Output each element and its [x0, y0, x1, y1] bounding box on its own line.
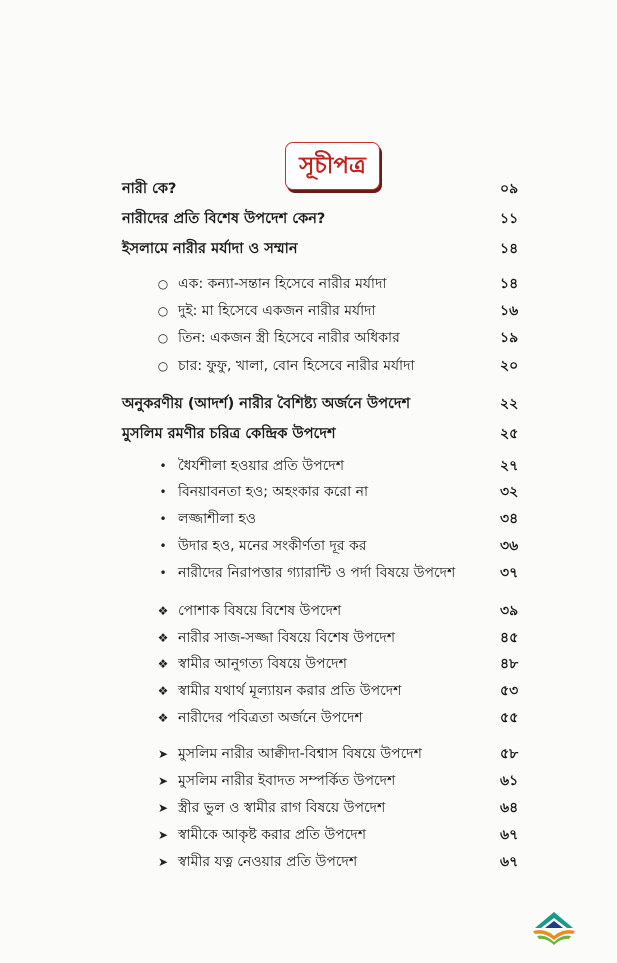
- toc-entry[interactable]: [0, 535, 617, 557]
- toc-entry-label: নারীদের প্রতি বিশেষ উপদেশ কেন?: [122, 211, 326, 227]
- toc-entry-page-number: ২৭: [500, 458, 519, 474]
- toc-entry-page-number: ২০: [500, 358, 519, 374]
- toc-entry-page-number: ৩৭: [500, 565, 519, 581]
- toc-entry-label: দুই: মা হিসেবে একজন নারীর মর্যাদা: [178, 303, 376, 319]
- toc-entry[interactable]: [0, 423, 617, 445]
- toc-entry[interactable]: [0, 600, 617, 622]
- toc-entry-label: নারীদের পবিত্রতা অর্জনে উপদেশ: [178, 710, 363, 726]
- toc-entry-bullet-icon: ❖: [157, 604, 169, 618]
- toc-entry-page-number: ২৫: [500, 426, 519, 442]
- toc-entry[interactable]: [0, 208, 617, 230]
- toc-entry[interactable]: [0, 707, 617, 729]
- toc-entry-label: মুসলিম নারীর আক্বীদা-বিশ্বাস বিষয়ে উপদেশ: [178, 746, 422, 762]
- toc-entry[interactable]: [0, 824, 617, 846]
- toc-entry[interactable]: [0, 743, 617, 765]
- toc-entry-page-number: ১৪: [500, 276, 519, 292]
- toc-entry-bullet-icon: •: [159, 539, 167, 553]
- toc-entry[interactable]: [0, 562, 617, 584]
- toc-entry-label: স্ত্রীর ভুল ও স্বামীর রাগ বিষয়ে উপদেশ: [178, 800, 386, 816]
- toc-entry[interactable]: [0, 481, 617, 503]
- toc-entry[interactable]: [0, 238, 617, 260]
- toc-entry-page-number: ৬১: [500, 773, 519, 789]
- toc-entry[interactable]: [0, 680, 617, 702]
- toc-entry-page-number: ৩৬: [500, 538, 519, 554]
- toc-entry[interactable]: [0, 455, 617, 477]
- toc-entry-page-number: ৬৭: [500, 854, 519, 870]
- toc-entry[interactable]: [0, 508, 617, 530]
- toc-entry-page-number: ১৪: [500, 241, 519, 257]
- toc-entry-label: বিনয়াবনতা হও; অহংকার করো না: [178, 484, 369, 500]
- toc-entry-bullet-icon: ❖: [157, 711, 169, 725]
- toc-entry-label: স্বামীর যথার্থ মূল্যায়ন করার প্রতি উপদেশ: [178, 683, 402, 699]
- toc-entry-label: অনুকরণীয় (আদর্শ) নারীর বৈশিষ্ট্য অর্জনে উপদেশ: [122, 396, 411, 412]
- toc-entry-label: নারীদের নিরাপত্তার গ্যারান্টি ও পর্দা বিষয়ে উপদেশ: [178, 565, 456, 581]
- toc-entry-label: মুসলিম নারীর ইবাদত সম্পর্কিত উপদেশ: [178, 773, 396, 789]
- toc-entry-bullet-icon: ➤: [157, 828, 169, 842]
- toc-entry[interactable]: [0, 178, 617, 200]
- toc-entry-bullet-icon: •: [159, 485, 167, 499]
- toc-entry-bullet-icon: •: [159, 566, 167, 580]
- toc-entry-bullet-icon: ❖: [157, 631, 169, 645]
- toc-entry-page-number: ৫৮: [500, 746, 519, 762]
- toc-entry-label: নারীর সাজ-সজ্জা বিষয়ে বিশেষ উপদেশ: [178, 630, 395, 646]
- toc-entry-bullet-icon: ❖: [157, 684, 169, 698]
- toc-entry-page-number: ১১: [500, 211, 519, 227]
- toc-entry-page-number: ১৯: [500, 330, 519, 346]
- toc-entry-label: লজ্জাশীলা হও: [178, 511, 257, 527]
- toc-entry-page-number: ৩৪: [500, 511, 519, 527]
- toc-entry-bullet-icon: •: [159, 512, 167, 526]
- toc-entry-label: ধৈর্যশীলা হওয়ার প্রতি উপদেশ: [178, 458, 345, 474]
- toc-entry-page-number: ৫৩: [500, 683, 519, 699]
- toc-entry[interactable]: [0, 273, 617, 295]
- toc-entry-bullet-icon: ○: [157, 277, 169, 291]
- toc-entry-label: মুসলিম রমণীর চরিত্র কেন্দ্রিক উপদেশ: [122, 426, 336, 442]
- toc-entry[interactable]: [0, 851, 617, 873]
- toc-title: সূচীপত্র: [299, 151, 366, 179]
- toc-entry-label: স্বামীকে আকৃষ্ট করার প্রতি উপদেশ: [178, 827, 366, 843]
- toc-entry[interactable]: [0, 393, 617, 415]
- toc-entry[interactable]: [0, 627, 617, 649]
- toc-entry-label: চার: ফুফু, খালা, বোন হিসেবে নারীর মর্যাদা: [178, 358, 415, 374]
- toc-entry-bullet-icon: ○: [157, 359, 169, 373]
- toc-entry-page-number: ২২: [500, 396, 519, 412]
- toc-entry-bullet-icon: ➤: [157, 774, 169, 788]
- toc-entry[interactable]: [0, 653, 617, 675]
- toc-entry[interactable]: [0, 355, 617, 377]
- toc-entry-page-number: ৪৮: [500, 656, 519, 672]
- toc-entry-bullet-icon: ➤: [157, 801, 169, 815]
- toc-entry[interactable]: [0, 770, 617, 792]
- toc-entry-bullet-icon: ❖: [157, 657, 169, 671]
- toc-entry-label: তিন: একজন স্ত্রী হিসেবে নারীর অধিকার: [178, 330, 400, 346]
- toc-entry-bullet-icon: ○: [157, 331, 169, 345]
- toc-entry-page-number: ৩৯: [500, 603, 519, 619]
- toc-entry[interactable]: [0, 797, 617, 819]
- toc-entry-label: ইসলামে নারীর মর্যাদা ও সম্মান: [122, 241, 298, 257]
- toc-entry-page-number: ৬৭: [500, 827, 519, 843]
- toc-entry-label: উদার হও, মনের সংকীর্ণতা দূর কর: [178, 538, 367, 554]
- toc-entry-label: পোশাক বিষয়ে বিশেষ উপদেশ: [178, 603, 342, 619]
- toc-entry-page-number: ৫৫: [500, 710, 519, 726]
- publisher-logo-icon: [527, 906, 582, 946]
- toc-entry-page-number: ৪৫: [500, 630, 519, 646]
- toc-entry[interactable]: [0, 300, 617, 322]
- toc-entry-page-number: ৬৪: [500, 800, 519, 816]
- toc-entry-label: এক: কন্যা-সন্তান হিসেবে নারীর মর্যাদা: [178, 276, 387, 292]
- toc-entry-bullet-icon: •: [159, 459, 167, 473]
- toc-entry[interactable]: [0, 327, 617, 349]
- toc-entry-page-number: ৩২: [500, 484, 519, 500]
- toc-entry-label: স্বামীর আনুগত্য বিষয়ে উপদেশ: [178, 656, 347, 672]
- toc-entry-bullet-icon: ○: [157, 304, 169, 318]
- toc-entry-bullet-icon: ➤: [157, 747, 169, 761]
- toc-entry-label: নারী কে?: [122, 181, 177, 197]
- toc-entry-page-number: ০৯: [500, 181, 519, 197]
- toc-entry-bullet-icon: ➤: [157, 855, 169, 869]
- toc-entry-label: স্বামীর যত্ন নেওয়ার প্রতি উপদেশ: [178, 854, 358, 870]
- toc-entry-page-number: ১৬: [500, 303, 519, 319]
